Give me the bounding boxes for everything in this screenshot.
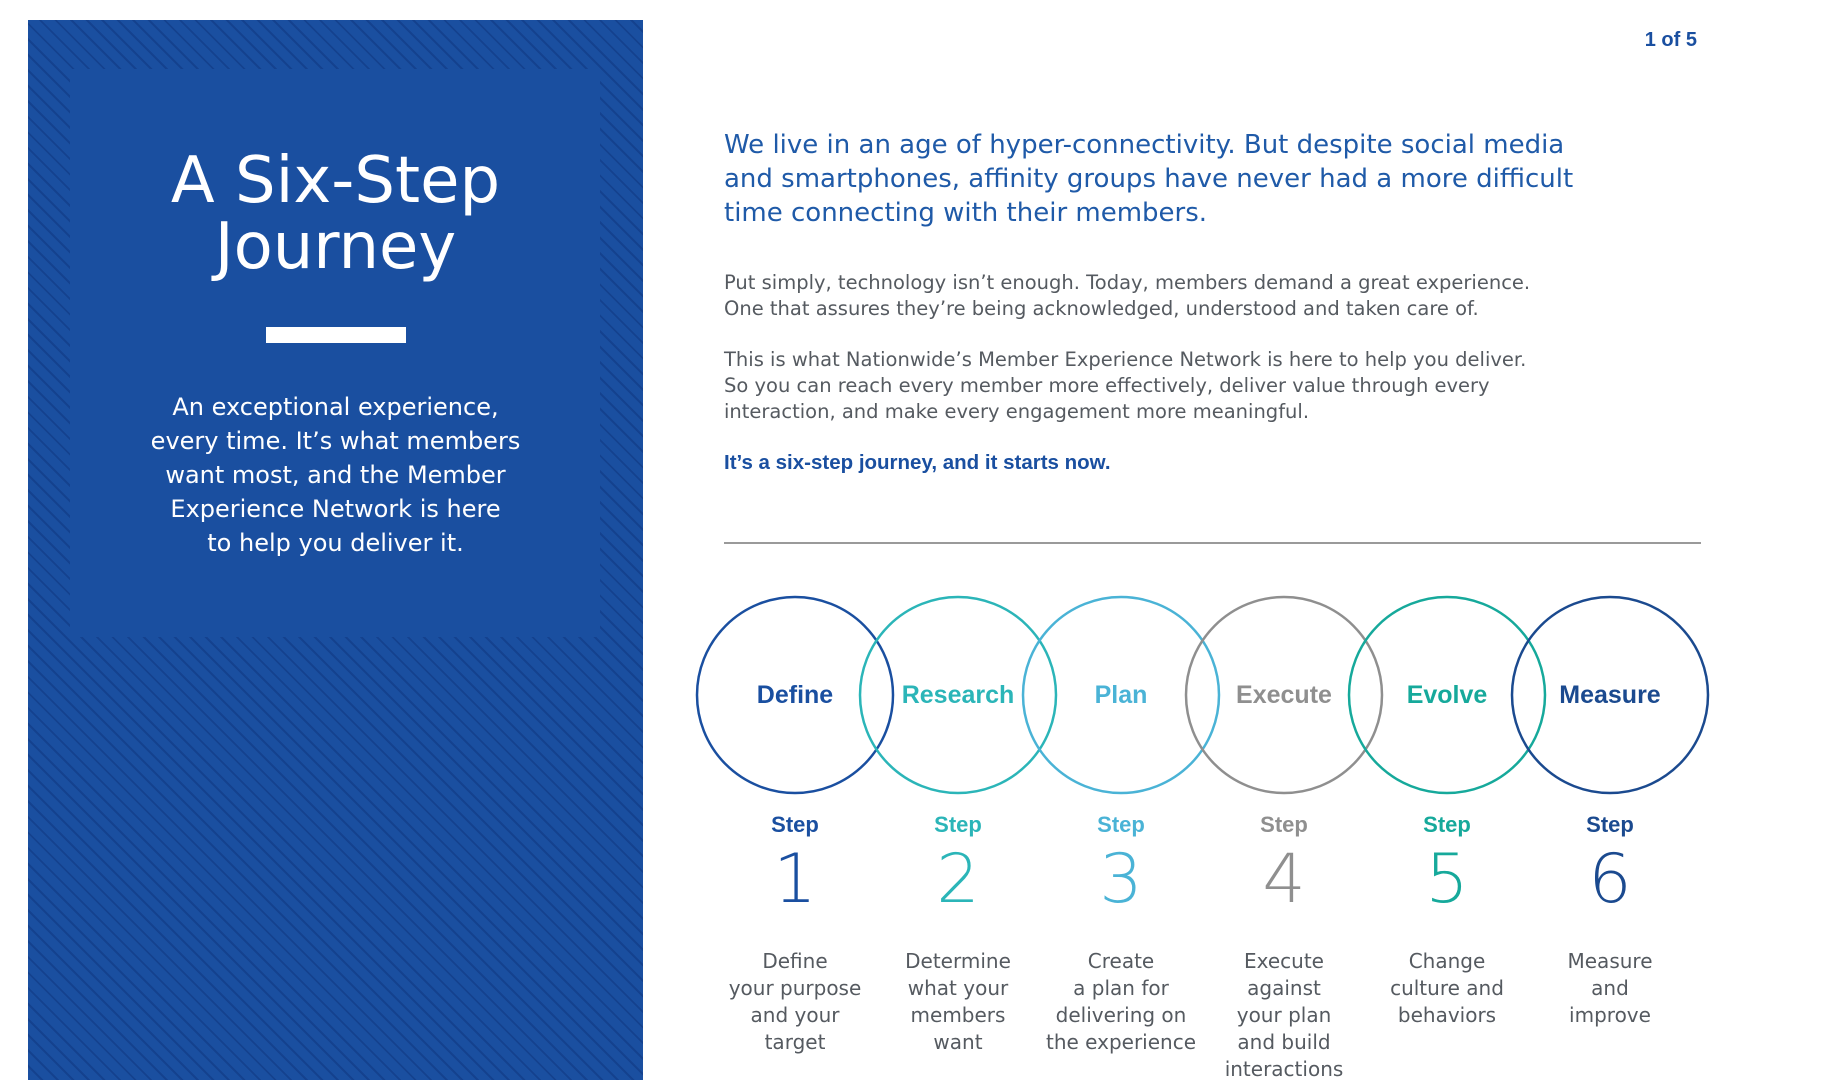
- step-description-line: improve: [1569, 1003, 1651, 1027]
- step-description-line: behaviors: [1397, 1003, 1497, 1027]
- step-circle-label: Measure: [1559, 681, 1661, 709]
- step-description-line: your plan: [1236, 1003, 1332, 1027]
- intro-line: An exceptional experience,: [172, 393, 499, 421]
- paragraph-2: [724, 347, 1624, 425]
- step-column-5: [1367, 812, 1527, 1029]
- step-circle-4: [1186, 597, 1382, 793]
- title-line: A Six-Step: [170, 144, 501, 218]
- step-number: 5: [1425, 840, 1469, 919]
- step-circle-2: [860, 597, 1056, 793]
- step-label: Step: [1097, 812, 1145, 837]
- step-circle-label: Research: [901, 681, 1015, 709]
- step-circle-3: [1023, 597, 1219, 793]
- paragraph-line: One that assures they’re being acknowledged, understood and taken care of.: [724, 297, 1479, 320]
- step-description: [715, 948, 875, 1056]
- step-number: 1: [773, 840, 817, 919]
- step-description-line: a plan for: [1073, 976, 1169, 1000]
- section-divider: [724, 542, 1701, 544]
- step-description-line: Determine: [905, 949, 1011, 973]
- step-description-line: members: [910, 1003, 1006, 1027]
- intro-text: [128, 390, 543, 560]
- step-circle-ring: [860, 597, 1056, 793]
- step-description-line: delivering on: [1055, 1003, 1187, 1027]
- step-description-line: Create: [1087, 949, 1155, 973]
- step-column-1: [715, 812, 875, 1056]
- step-description-line: and your: [750, 1003, 840, 1027]
- step-description: [878, 948, 1038, 1056]
- paragraph-line: This is what Nationwide’s Member Experience Network is here to help you deliver.: [724, 348, 1527, 371]
- paragraph-1: [724, 270, 1624, 322]
- step-description-line: target: [764, 1030, 826, 1054]
- step-number: 3: [1099, 840, 1143, 919]
- title-underline: [266, 327, 406, 343]
- intro-line: to help you deliver it.: [207, 529, 464, 557]
- step-number: 4: [1262, 840, 1306, 919]
- step-description: [1367, 948, 1527, 1029]
- step-description-line: your purpose: [728, 976, 862, 1000]
- step-circle-label: Execute: [1236, 681, 1332, 709]
- headline-line: We live in an age of hyper-connectivity. But despite social media: [724, 130, 1565, 160]
- step-description-line: want: [933, 1030, 983, 1054]
- intro-line: Experience Network is here: [170, 495, 501, 523]
- step-description: [1204, 948, 1364, 1083]
- paragraph-line: So you can reach every member more effectively, deliver value through every: [724, 374, 1490, 397]
- page-title: [28, 144, 643, 284]
- step-description-line: Execute against: [1244, 949, 1324, 1000]
- step-number: 6: [1588, 840, 1632, 919]
- step-column-3: [1041, 812, 1201, 1056]
- step-circle-ring: [697, 597, 893, 793]
- paragraph-line: Put simply, technology isn’t enough. Today, members demand a great experience.: [724, 271, 1531, 294]
- step-description-line: the experience: [1045, 1030, 1197, 1054]
- step-description-line: interactions: [1224, 1057, 1344, 1081]
- step-label: Step: [934, 812, 982, 837]
- headline-line: time connecting with their members.: [724, 198, 1208, 228]
- step-circle-ring: [1186, 597, 1382, 793]
- step-circle-ring: [1349, 597, 1545, 793]
- step-label: Step: [1260, 812, 1308, 837]
- step-description: [1041, 948, 1201, 1056]
- left-panel: [28, 20, 643, 1080]
- step-description-line: what your: [907, 976, 1009, 1000]
- step-description-line: culture and: [1390, 976, 1504, 1000]
- step-description-line: and: [1591, 976, 1629, 1000]
- step-circle-1: [697, 597, 893, 793]
- title-line: Journey: [214, 210, 457, 284]
- headline-line: and smartphones, affinity groups have never had a more difficult: [724, 164, 1574, 194]
- step-column-4: [1204, 812, 1364, 1083]
- step-label: Step: [771, 812, 819, 837]
- step-label: Step: [1586, 812, 1634, 837]
- step-circle-ring: [1023, 597, 1219, 793]
- step-description-line: Define: [762, 949, 828, 973]
- step-circle-label: Evolve: [1406, 681, 1488, 709]
- step-description-line: Measure: [1567, 949, 1653, 973]
- tagline: It’s a six-step journey, and it starts now.: [724, 451, 1111, 474]
- step-circle-label: Plan: [1094, 681, 1148, 709]
- intro-line: every time. It’s what members: [150, 427, 521, 455]
- step-column-6: [1530, 812, 1690, 1029]
- step-description-line: and build: [1237, 1030, 1331, 1054]
- page-counter: 1 of 5: [1644, 29, 1697, 51]
- step-circle-label: Define: [756, 681, 834, 709]
- paragraph-line: interaction, and make every engagement more meaningful.: [724, 400, 1310, 423]
- step-column-2: [878, 812, 1038, 1056]
- intro-line: want most, and the Member: [165, 461, 506, 489]
- step-label: Step: [1423, 812, 1471, 837]
- step-description-line: Change: [1408, 949, 1486, 973]
- step-description: [1530, 948, 1690, 1029]
- step-circle-5: [1349, 597, 1545, 793]
- step-circle-6: [1512, 597, 1708, 793]
- step-circle-ring: [1512, 597, 1708, 793]
- headline: [724, 128, 1624, 230]
- step-number: 2: [936, 840, 980, 919]
